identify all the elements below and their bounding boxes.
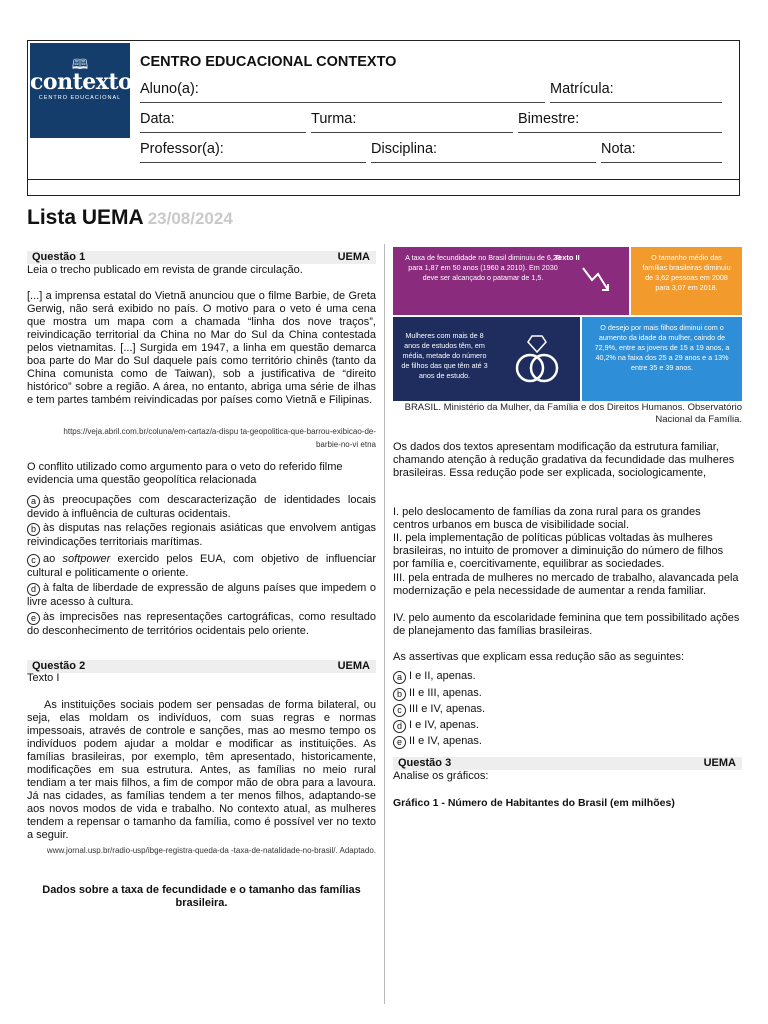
subject-field[interactable]: Disciplina: bbox=[371, 140, 596, 163]
q1-intro: Leia o trecho publicado em revista de grande circulação. bbox=[27, 264, 303, 276]
date-field[interactable]: Data: bbox=[140, 110, 306, 133]
q2-data-title: Dados sobre a taxa de fecundidade e o tamanho das famílias brasileira. bbox=[42, 884, 361, 909]
option-letter-circle: a bbox=[393, 671, 406, 684]
list-title-row bbox=[27, 206, 233, 230]
q2-statement-1: I. pelo deslocamento de famílias da zona rural para os grandes centros urbanos em busca de visibilidade social. bbox=[393, 506, 701, 531]
info-box-fertility: A taxa de fecundidade no Brasil diminuiu de 6,28 para 1,87 em 50 anos (1960 a 2010). Em 2030 deve ser alcançado o patamar de 1,5. bbox=[393, 247, 629, 315]
option-letter-circle: b bbox=[393, 688, 406, 701]
option-letter-circle: d bbox=[393, 720, 406, 733]
texto-ii-label: Texto II bbox=[554, 253, 580, 262]
q3-header bbox=[393, 757, 742, 770]
q1-reference: https://veja.abril.com.br/coluna/em-cartaz/a-dispu ta-geopolitica-que-barrou-exibicao-de-barbie-no-vi etna bbox=[63, 427, 376, 449]
option-letter-circle: e bbox=[27, 612, 40, 625]
student-name-field[interactable]: Aluno(a): bbox=[140, 80, 545, 103]
q1-header bbox=[27, 251, 376, 264]
registration-field[interactable]: Matrícula: bbox=[550, 80, 722, 103]
info-box-education: Mulheres com mais de 8 anos de estudos têm, em média, metade do número de filhos das que têm até 3 anos de estudo. bbox=[393, 317, 580, 401]
q3-source: UEMA bbox=[703, 757, 736, 769]
school-logo bbox=[30, 43, 133, 138]
q1-source: UEMA bbox=[337, 251, 370, 263]
book-icon: 🕮 bbox=[71, 56, 89, 72]
bimester-field[interactable]: Bimestre: bbox=[518, 110, 722, 133]
info-box-desire: O desejo por mais filhos diminui com o aumento da idade da mulher, caindo de 72,9%, entre as jovens de 15 a 19 anos, a 40,2% na faixa dos 25 a 29 anos e a 13% entre 35 e 39 anos. bbox=[582, 317, 742, 401]
q2-source: UEMA bbox=[337, 660, 370, 672]
declining-chart-icon bbox=[580, 262, 614, 298]
teacher-field[interactable]: Professor(a): bbox=[140, 140, 366, 163]
q3-chart-title: Gráfico 1 - Número de Habitantes do Brasil (em milhões) bbox=[393, 797, 675, 809]
q1-number: Questão 1 bbox=[32, 251, 86, 263]
q2-reference: www.jornal.usp.br/radio-usp/ibge-registra-queda-da -taxa-de-natalidade-no-brasil/. Adaptado. bbox=[46, 846, 376, 855]
q2-text-i: As instituições sociais podem ser pensadas de forma bilateral, ou seja, elas moldam os indivíduos, com suas regras e normas impessoais, através de controle e sanções, mas ao mesmo tempo os indivíduos podem ajudar a moldar e modificar as instituições. As famílias brasileiras, por exemplo, têm apresentado, historicamente, modificações em sua estrutura. Antes, as famílias no meio rural tendiam a ter mais filhos, a fim de compor mão de obra para a lavoura. Já nas cidades, as famílias tendem a ter menos filhos, adaptando-se aos novos modos de vida e trabalho. No contexto atual, as mulheres tendem a repensar o tamanho da família, como é possível ver no texto a seguir. bbox=[27, 699, 376, 841]
q1-question: O conflito utilizado como argumento para o veto do referido filme evidencia uma questão geopolítica relacionada bbox=[27, 461, 343, 486]
option-letter-circle: a bbox=[27, 495, 40, 508]
q1-option-c[interactable]: c ao softpower exercido pelos EUA, com objetivo de influenciar cultural e politicamente o oriente. bbox=[27, 553, 376, 579]
q2-statement-4: IV. pelo aumento da escolaridade feminina que tem possibilitado ações de planejamento das famílias brasileiras. bbox=[393, 612, 740, 637]
list-title: Lista UEMA bbox=[27, 206, 144, 229]
q2-option-c[interactable]: c III e IV, apenas. bbox=[393, 703, 742, 717]
q2-text-i-label: Texto I bbox=[27, 672, 60, 684]
grade-field[interactable]: Nota: bbox=[601, 140, 722, 163]
infographic-caption: BRASIL. Ministério da Mulher, da Família e dos Direitos Humanos. Observatório Nacional da Família. bbox=[404, 402, 742, 425]
q2-option-e[interactable]: e II e IV, apenas. bbox=[393, 735, 742, 749]
q2-option-a[interactable]: a I e II, apenas. bbox=[393, 670, 742, 684]
q3-intro: Analise os gráficos: bbox=[393, 770, 489, 782]
option-letter-circle: b bbox=[27, 523, 40, 536]
school-name: CENTRO EDUCACIONAL CONTEXTO bbox=[140, 54, 397, 70]
logo-subtext: CENTRO EDUCACIONAL bbox=[38, 95, 122, 101]
option-letter-circle: c bbox=[27, 554, 40, 567]
q2-number: Questão 2 bbox=[32, 660, 86, 672]
q1-option-d[interactable]: d à falta de liberdade de expressão de alguns países que impedem o livre acesso à cultura. bbox=[27, 582, 376, 608]
q1-option-b[interactable]: b às disputas nas relações regionais asiáticas que envolvem antigas reivindicações territoriais marítimas. bbox=[27, 522, 376, 548]
q3-number: Questão 3 bbox=[398, 757, 452, 769]
column-divider bbox=[384, 244, 385, 1004]
option-letter-circle: d bbox=[27, 583, 40, 596]
rings-icon bbox=[510, 330, 566, 388]
info-box-family-size: O tamanho médio das famílias brasileiras diminuiu de 3,62 pessoas em 2008 para 3,07 em 2018. bbox=[631, 247, 742, 315]
q2-option-d[interactable]: d I e IV, apenas. bbox=[393, 719, 742, 733]
header-divider bbox=[28, 179, 739, 180]
header-box bbox=[27, 40, 740, 196]
list-date: 23/08/2024 bbox=[147, 209, 233, 228]
q1-option-a[interactable]: a às preocupações com descaracterização de identidades locais devido à influência de culturas ocidentais. bbox=[27, 494, 376, 520]
q1-excerpt: [...] a imprensa estatal do Vietnã anunciou que o filme Barbie, de Greta Gerwig, não será exibido no país. O motivo para o veto é uma cena que mostra um mapa com a chamada “linha dos nove traços”, reivindicação territorial da China no Mar do Sul da China contestada pelos vietnamitas. [...] Surgida em 1947, a linha em questão demarca boa parte do Mar do Sul daquele país como território chinês (tanto da China comunista como de Taiwan), sob a justificativa de “direito histórico” sobre a região. A área, no entanto, abriga uma série de ilhas e tem partes também reivindicadas por países como Vietnã e Filipinas. bbox=[27, 290, 376, 406]
q2-statement-3: III. pela entrada de mulheres no mercado de trabalho, alavancada pela modernização e pela necessidade de aumentar a renda familiar. bbox=[393, 572, 739, 597]
option-letter-circle: c bbox=[393, 704, 406, 717]
q2-option-b[interactable]: b II e III, apenas. bbox=[393, 687, 742, 701]
option-letter-circle: e bbox=[393, 736, 406, 749]
class-field[interactable]: Turma: bbox=[311, 110, 513, 133]
q2-statement-2: II. pela implementação de políticas públicas voltadas às mulheres brasileiras, no intuito de promover a diminuição do número de filhos por família e, coercitivamente, equilibrar as sociedades. bbox=[393, 532, 724, 570]
q1-option-e[interactable]: e às imprecisões nas representações cartográficas, como resultado do desconhecimento de territórios ocidentais pelo oriente. bbox=[27, 611, 376, 637]
q2-stem: Os dados dos textos apresentam modificação da estrutura familiar, chamando atenção à redução gradativa da fecundidade das mulheres brasileiras. Essa redução pode ser explicada, sociologicamente, bbox=[393, 441, 735, 479]
q2-question: As assertivas que explicam essa redução são as seguintes: bbox=[393, 651, 685, 663]
logo-text: contexto bbox=[30, 69, 133, 95]
